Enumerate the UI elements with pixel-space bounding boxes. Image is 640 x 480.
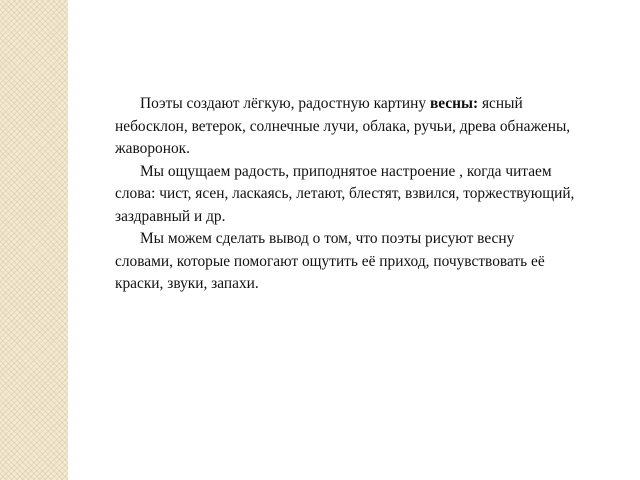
paragraph-1-text-end: ясный небосклон, ветерок, солнечные лучи, облака, ручьи, древа обнажены, жаворонок. <box>115 95 571 157</box>
slide-text-block <box>115 93 575 296</box>
decorative-side-strip <box>0 0 68 480</box>
paragraph-conclusion: Мы можем сделать вывод о том, что поэты рисуют весну словами, которые помогают ощутить её приход, почувствовать её краски, звуки, запахи. <box>115 230 545 292</box>
paragraph-feelings: Мы ощущаем радость, приподнятое настроение , когда читаем слова: чист, ясен, ласкаясь, летают, блестят, взвился, торжествующий, заздравный и др. <box>115 162 575 225</box>
paragraph-1-text-start: Поэты создают лёгкую, радостную картину <box>140 95 430 112</box>
paragraph-1-bold-word: весны: <box>429 95 479 112</box>
paragraph-spring-picture <box>115 93 575 161</box>
